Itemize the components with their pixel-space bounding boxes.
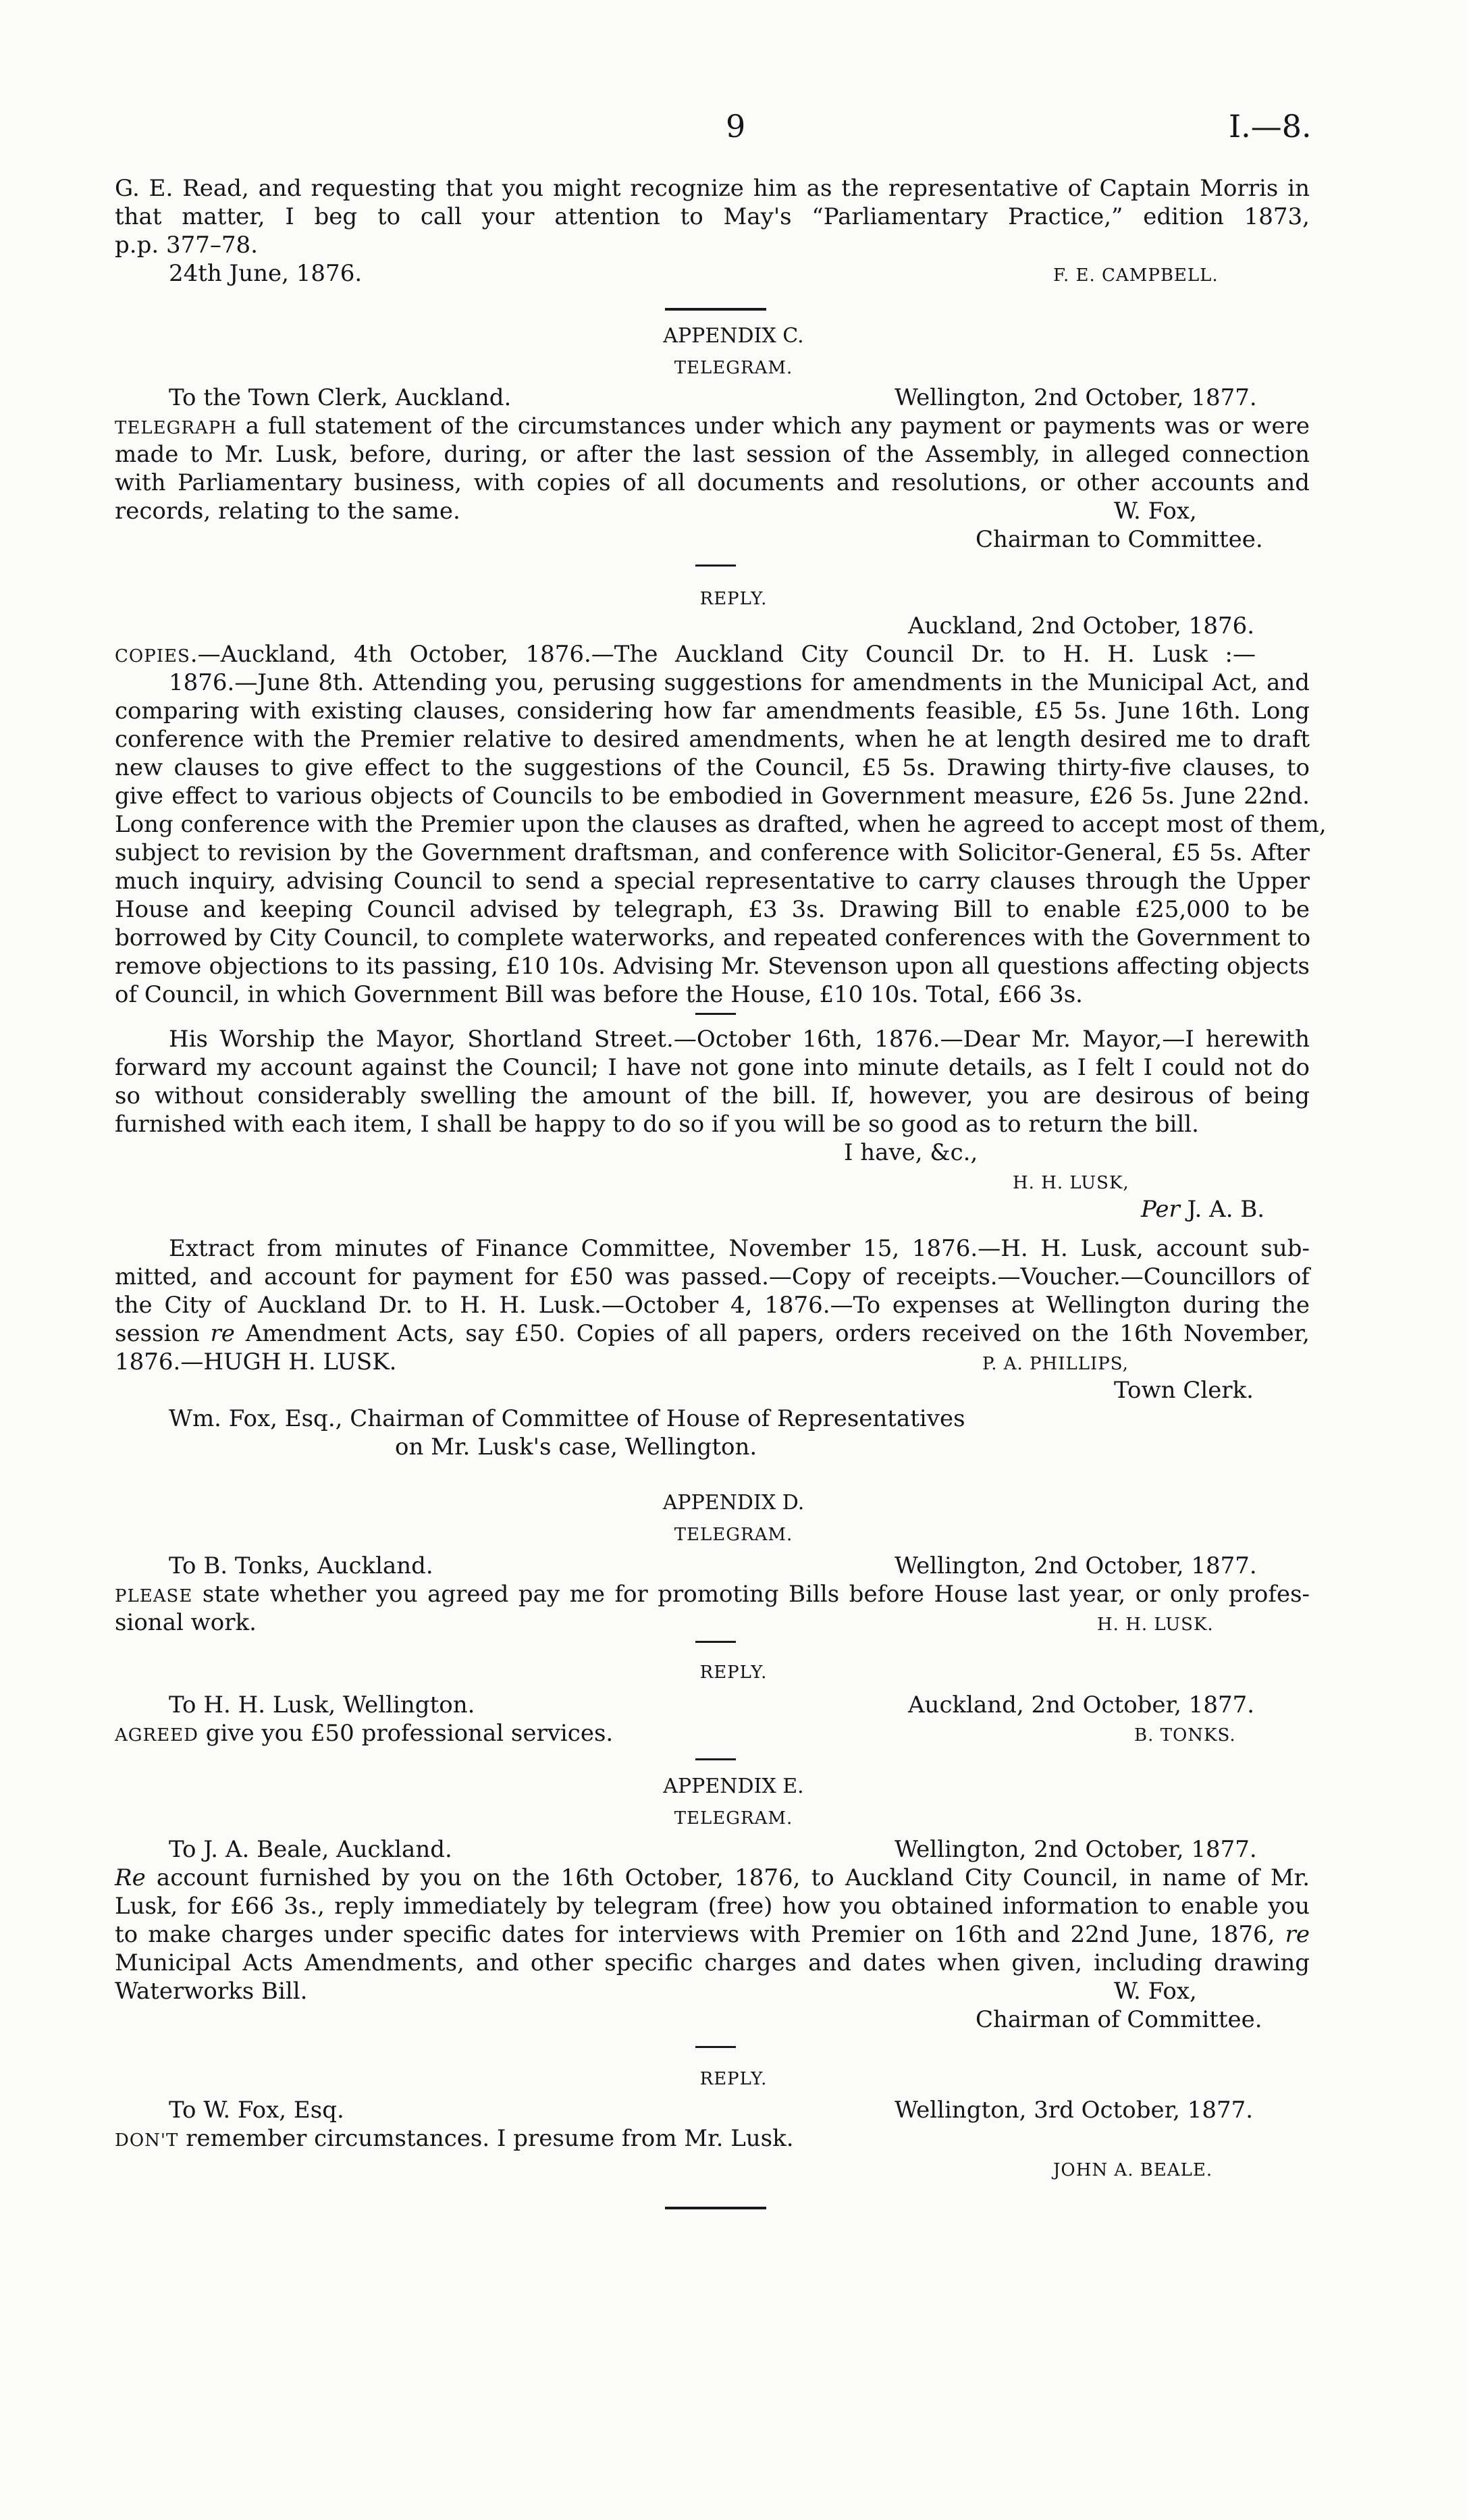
telegram-place-date: Wellington, 2nd October, 1877. xyxy=(895,1552,1257,1579)
section-divider xyxy=(695,1641,736,1643)
telegram-heading: TELEGRAM. xyxy=(674,358,793,378)
reply-place-date: Auckland, 2nd October, 1877. xyxy=(908,1691,1255,1718)
signature-title: Chairman to Committee. xyxy=(976,526,1263,553)
letter-line: so without considerably swelling the amount of the bill. If, however, you are desirous of being xyxy=(115,1082,1310,1109)
account-line: subject to revision by the Government draftsman, and conference with Solicitor-General, £5 5s. After xyxy=(115,839,1310,866)
telegram-body-line: Municipal Acts Amendments, and other specific charges and dates when given, including drawing xyxy=(115,1949,1310,1976)
appendix-heading: APPENDIX E. xyxy=(663,1775,804,1798)
signature: P. A. PHILLIPS, xyxy=(982,1354,1129,1374)
letter-date: 24th June, 1876. xyxy=(169,260,363,287)
reply-heading: REPLY. xyxy=(699,2069,768,2089)
opening-line: G. E. Read, and requesting that you might recognize him as the representative of Captain Morris in xyxy=(115,175,1310,202)
opening-line: that matter, I beg to call your attention to May's “Parliamentary Practice,” edition 1873, xyxy=(115,203,1310,230)
telegram-body-line: made to Mr. Lusk, before, during, or after the last session of the Assembly, in alleged connection xyxy=(115,441,1310,468)
copies-line: COPIES.—Auckland, 4th October, 1876.—The Auckland City Council Dr. to H. H. Lusk :— xyxy=(115,641,1256,668)
telegram-recipient: To B. Tonks, Auckland. xyxy=(169,1552,433,1579)
signature-title: Town Clerk. xyxy=(1114,1377,1254,1404)
telegram-body-line: to make charges under specific dates for interviews with Premier on 16th and 22nd June, 1876, re xyxy=(115,1921,1310,1948)
letter-line: His Worship the Mayor, Shortland Street.—October 16th, 1876.—Dear Mr. Mayor,—I herewith xyxy=(169,1026,1310,1053)
telegram-body-line: Re account furnished by you on the 16th October, 1876, to Auckland City Council, in name of Mr. xyxy=(115,1864,1310,1891)
telegram-place-date: Wellington, 2nd October, 1877. xyxy=(895,384,1257,411)
signature: H. H. LUSK. xyxy=(1097,1615,1214,1635)
telegram-body-line: with Parliamentary business, with copies of all documents and resolutions, or other accounts and xyxy=(115,469,1310,496)
reply-recipient: To W. Fox, Esq. xyxy=(169,2097,344,2124)
account-line: Long conference with the Premier upon the clauses as drafted, when he agreed to accept most of them, xyxy=(115,811,1327,838)
telegram-recipient: To J. A. Beale, Auckland. xyxy=(169,1836,452,1863)
section-divider xyxy=(695,2046,736,2048)
section-divider xyxy=(695,565,736,567)
reply-body: DON'T remember circumstances. I presume from Mr. Lusk. xyxy=(115,2125,794,2152)
extract-line: the City of Auckland Dr. to H. H. Lusk.—October 4, 1876.—To expenses at Wellington during the xyxy=(115,1292,1310,1319)
telegram-body-line: Waterworks Bill. xyxy=(115,1978,308,2005)
telegram-heading: TELEGRAM. xyxy=(674,1525,793,1545)
appendix-heading: APPENDIX C. xyxy=(663,324,804,348)
telegram-body-line: sional work. xyxy=(115,1609,257,1636)
telegram-body-line: PLEASE state whether you agreed pay me for promoting Bills before House last year, or only profes- xyxy=(115,1581,1310,1608)
section-divider xyxy=(695,1758,736,1760)
reply-place-date: Wellington, 3rd October, 1877. xyxy=(895,2097,1254,2124)
extract-line: mitted, and account for payment for £50 was passed.—Copy of receipts.—Voucher.—Councillors of xyxy=(115,1263,1310,1290)
signature: W. Fox, xyxy=(1114,498,1197,525)
section-divider xyxy=(665,308,766,311)
account-line: House and keeping Council advised by telegraph, £3 3s. Drawing Bill to enable £25,000 to be xyxy=(115,896,1310,923)
address-line: Wm. Fox, Esq., Chairman of Committee of House of Representatives xyxy=(169,1405,965,1432)
telegram-body-line: records, relating to the same. xyxy=(115,498,460,525)
letter-line: furnished with each item, I shall be happy to do so if you will be so good as to return the bill. xyxy=(115,1111,1199,1138)
opening-line: p.p. 377–78. xyxy=(115,232,258,259)
account-line: new clauses to give effect to the suggestions of the Council, £5 5s. Drawing thirty-five clauses, to xyxy=(115,754,1310,781)
letter-closing: I have, &c., xyxy=(844,1139,978,1166)
extract-line: Extract from minutes of Finance Committee, November 15, 1876.—H. H. Lusk, account sub- xyxy=(169,1235,1310,1262)
section-divider xyxy=(695,1013,736,1015)
telegram-body-line: Lusk, for £66 3s., reply immediately by telegram (free) how you obtained information to enable you xyxy=(115,1893,1310,1920)
page-number: 9 xyxy=(726,108,746,145)
signature-title: Chairman of Committee. xyxy=(976,2006,1262,2033)
account-line: comparing with existing clauses, considering how far amendments feasible, £5 5s. June 16th. Long xyxy=(115,698,1310,725)
signature-per: Per J. A. B. xyxy=(1141,1196,1265,1223)
telegram-body-line: TELEGRAPH a full statement of the circumstances under which any payment or payments was or were xyxy=(115,413,1310,440)
account-line: of Council, in which Government Bill was before the House, £10 10s. Total, £66 3s. xyxy=(115,981,1083,1008)
extract-line: session re Amendment Acts, say £50. Copies of all papers, orders received on the 16th November, xyxy=(115,1320,1310,1347)
reply-place-date: Auckland, 2nd October, 1876. xyxy=(908,612,1255,639)
telegram-recipient: To the Town Clerk, Auckland. xyxy=(169,384,512,411)
signature: W. Fox, xyxy=(1114,1978,1197,2005)
appendix-heading: APPENDIX D. xyxy=(662,1491,805,1515)
signature: B. TONKS. xyxy=(1134,1725,1236,1745)
document-reference: I.—8. xyxy=(1229,108,1312,145)
signature: H. H. LUSK, xyxy=(1013,1173,1129,1193)
account-line: give effect to various objects of Councils to be embodied in Government measure, £26 5s. June 22nd. xyxy=(115,783,1310,810)
telegram-heading: TELEGRAM. xyxy=(674,1808,793,1829)
address-line: on Mr. Lusk's case, Wellington. xyxy=(395,1434,757,1461)
telegram-place-date: Wellington, 2nd October, 1877. xyxy=(895,1836,1257,1863)
letter-line: forward my account against the Council; I have not gone into minute details, as I felt I could not do xyxy=(115,1054,1310,1081)
signature: F. E. CAMPBELL. xyxy=(1053,265,1219,286)
account-line: 1876.—June 8th. Attending you, perusing suggestions for amendments in the Municipal Act, and xyxy=(169,669,1310,696)
reply-heading: REPLY. xyxy=(699,589,768,609)
reply-body: AGREED give you £50 professional services. xyxy=(115,1720,614,1747)
reply-heading: REPLY. xyxy=(699,1662,768,1683)
signature: JOHN A. BEALE. xyxy=(1053,2160,1213,2180)
extract-line: 1876.—HUGH H. LUSK. xyxy=(115,1348,397,1375)
end-divider xyxy=(665,2207,766,2209)
account-line: much inquiry, advising Council to send a special representative to carry clauses through the Upper xyxy=(115,868,1310,895)
account-line: remove objections to its passing, £10 10s. Advising Mr. Stevenson upon all questions affecting objects xyxy=(115,953,1310,980)
reply-recipient: To H. H. Lusk, Wellington. xyxy=(169,1691,475,1718)
account-line: conference with the Premier relative to desired amendments, when he at length desired me to draft xyxy=(115,726,1310,753)
account-line: borrowed by City Council, to complete waterworks, and repeated conferences with the Government to xyxy=(115,924,1311,951)
